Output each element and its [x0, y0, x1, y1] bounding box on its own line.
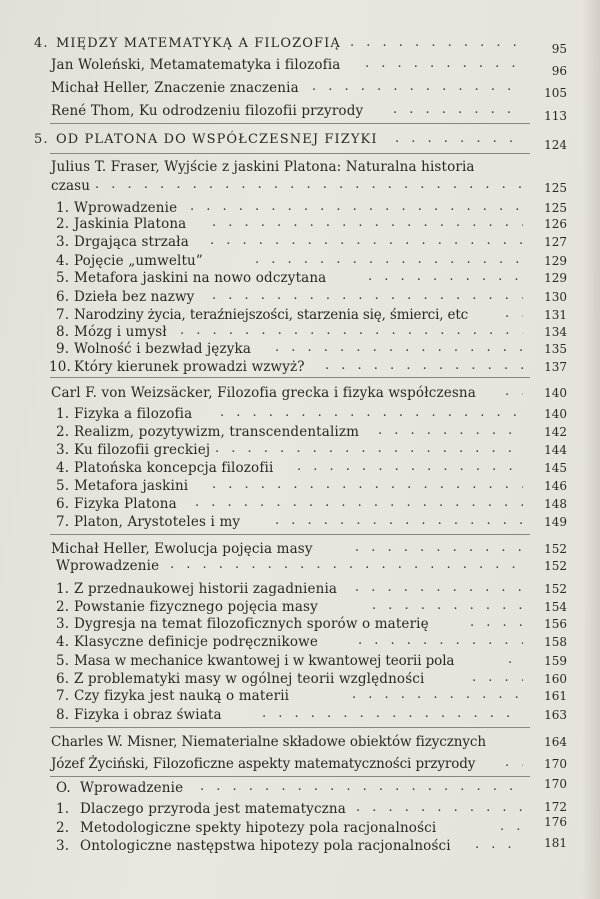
leader-dots [262, 705, 523, 725]
leader-dots [356, 799, 523, 819]
item-title: Wprowadzenie [80, 780, 184, 796]
item-number: 2. [56, 820, 70, 836]
item-title: Realizm, pozytywizm, transcendentalizm [74, 424, 360, 440]
leader-dots [505, 754, 523, 774]
page-number: 170 [544, 757, 567, 771]
page-number: 172 [544, 800, 567, 814]
entry-title: Michał Heller, Znaczenie znaczenia [51, 80, 299, 96]
toc-item [0, 214, 600, 234]
page-number: 161 [544, 689, 567, 703]
article-title-line1: Charles W. Misner, Niematerialne składowe obiektów fizycznych [51, 734, 486, 750]
page-number: 127 [544, 235, 567, 249]
item-title: Narodziny życia, teraźniejszości, starzenia się, śmierci, etc [74, 307, 469, 323]
item-number: O. [56, 780, 71, 796]
article-title-line1: Józef Życiński, Filozoficzne aspekty matematyczności przyrody [51, 756, 476, 772]
article-title [0, 176, 600, 196]
item-title: Czy fizyka jest nauką o materii [74, 688, 290, 704]
leader-dots [378, 422, 523, 442]
item-number: 7. [56, 307, 70, 323]
item-number: 6. [56, 289, 70, 305]
toc-entry [0, 55, 600, 78]
item-number: 4. [56, 460, 70, 476]
page-number: 181 [544, 836, 567, 850]
page-number: 95 [551, 42, 567, 56]
page-number: 113 [544, 109, 567, 123]
item-title: Fizyka a filozofia [74, 406, 193, 422]
item-number: 9. [56, 341, 70, 357]
article-title-line1: Michał Heller, Ewolucja pojęcia masy [51, 541, 313, 557]
page-number: 137 [544, 360, 567, 374]
item-number: 2. [56, 599, 70, 615]
leader-dots [297, 458, 523, 478]
leader-dots [275, 512, 523, 532]
item-number: 6. [56, 671, 70, 687]
divider [50, 153, 530, 154]
item-title: Wolność i bezwład języka [74, 341, 252, 357]
toc-item [0, 799, 600, 819]
toc-item [0, 512, 600, 532]
item-number: 2. [56, 216, 70, 232]
item-number: 1. [56, 801, 70, 817]
section-heading [0, 34, 600, 54]
toc-item [0, 494, 600, 514]
item-number: 1. [56, 406, 70, 422]
item-number: 1. [56, 200, 70, 216]
toc-item [0, 686, 600, 706]
toc-item [0, 268, 600, 288]
page-number: 142 [544, 425, 567, 439]
item-number: 5. [56, 478, 70, 494]
leader-dots [505, 383, 523, 403]
article-title-line2: czasu [51, 178, 91, 194]
page-number: 135 [544, 342, 567, 356]
leader-dots [358, 632, 523, 652]
leader-dots [212, 287, 523, 307]
page-number: 163 [544, 708, 567, 722]
item-title: Metodologiczne spekty hipotezy pola racjonalności [80, 820, 437, 836]
item-title: Fizyka i obraz świata [74, 707, 222, 723]
entry-title: Jan Woleński, Metamatematyka i filozofia [51, 57, 341, 73]
item-title: Fizyka Platona [74, 496, 177, 512]
article-title [0, 157, 600, 177]
page-number: 159 [544, 654, 567, 668]
leader-dots [95, 176, 523, 196]
leader-dots [275, 339, 523, 359]
item-title: Klasyczne definicje podręcznikowe [74, 634, 318, 650]
divider [50, 534, 530, 535]
page-number: 149 [544, 515, 567, 529]
page-number: 140 [544, 407, 567, 421]
item-number: 4. [56, 634, 70, 650]
item-title: Jaskinia Platona [74, 216, 187, 232]
leader-dots [350, 34, 520, 54]
toc-item [0, 632, 600, 652]
page-number: 124 [544, 138, 567, 152]
toc-entry [0, 101, 600, 121]
page-number: 158 [544, 635, 567, 649]
item-title: Masa w mechanice kwantowej i w kwantowej teorii pola [74, 653, 455, 669]
toc-item [0, 556, 600, 576]
leader-dots [212, 214, 523, 234]
toc-item [0, 422, 600, 442]
article-title-line1: Julius T. Fraser, Wyjście z jaskini Platona: Naturalna historia [51, 159, 475, 175]
toc-item [0, 651, 600, 671]
toc-item [0, 232, 600, 252]
item-number: 7. [56, 514, 70, 530]
section-heading [0, 130, 600, 150]
leader-dots [312, 78, 522, 98]
toc-item [0, 287, 600, 307]
page-number: 105 [544, 86, 567, 100]
article-title [0, 383, 600, 403]
entry-title: René Thom, Ku odrodzeniu filozofii przyrody [51, 103, 364, 119]
divider [50, 377, 530, 378]
page-number: 170 [544, 777, 567, 791]
leader-dots [325, 357, 523, 377]
leader-dots [195, 494, 523, 514]
item-title: Metafora jaskini [74, 478, 189, 494]
item-number: 10. [49, 359, 71, 375]
page-number: 146 [544, 479, 567, 493]
page-number: 126 [544, 217, 567, 231]
page-number: 176 [544, 815, 567, 829]
toc-item [0, 339, 600, 359]
item-number: 3. [56, 838, 70, 854]
page-number: 164 [544, 735, 567, 749]
article-title [0, 754, 600, 774]
item-number: 4. [56, 253, 70, 269]
toc-item [0, 357, 600, 377]
page-number: 129 [544, 254, 567, 268]
item-number: 6. [56, 496, 70, 512]
item-number: 2. [56, 424, 70, 440]
page-number: 125 [544, 201, 567, 215]
leader-dots [500, 818, 523, 838]
divider [50, 727, 530, 728]
item-number: 7. [56, 688, 70, 704]
item-title: Drgająca strzała [74, 234, 189, 250]
toc-item [0, 404, 600, 424]
item-number: 8. [56, 324, 70, 340]
toc-item [0, 836, 600, 856]
item-title: Metafora jaskini na nowo odczytana [74, 270, 327, 286]
toc-item [0, 579, 600, 599]
section-number: 5. [34, 132, 49, 147]
item-title: Dygresja na temat filozoficznych sporów o materię [74, 616, 429, 632]
page-number: 129 [544, 271, 567, 285]
page-number: 134 [544, 325, 567, 339]
page-number: 125 [544, 181, 567, 195]
leader-dots [210, 232, 523, 252]
item-number: 3. [56, 442, 70, 458]
toc-item [0, 614, 600, 634]
leader-dots [355, 579, 523, 599]
page-number: 152 [544, 542, 567, 556]
page-number: 145 [544, 461, 567, 475]
toc-item [0, 440, 600, 460]
item-title: Platon, Arystoteles i my [74, 514, 241, 530]
toc-item [0, 705, 600, 725]
leader-dots [395, 130, 525, 150]
leader-dots [475, 836, 523, 856]
article-title [0, 732, 600, 752]
page-number: 144 [544, 443, 567, 457]
item-title: Z problematyki masy w ogólnej teorii względności [74, 671, 425, 687]
page-number: 131 [544, 308, 567, 322]
item-title: Dzieła bez nazwy [74, 289, 195, 305]
divider [50, 123, 530, 124]
page-number: 130 [544, 290, 567, 304]
leader-dots [508, 651, 523, 671]
item-title: Który kierunek prowadzi wzwyż? [74, 359, 305, 375]
page-number: 160 [544, 672, 567, 686]
page-number: 140 [544, 386, 567, 400]
leader-dots [365, 55, 520, 75]
item-title: Platońska koncepcja filozofii [74, 460, 274, 476]
item-number: 5. [56, 270, 70, 286]
toc-item [0, 778, 600, 798]
item-number: 3. [56, 616, 70, 632]
item-title: Powstanie fizycznego pojęcia masy [74, 599, 318, 615]
page-number: 96 [551, 64, 567, 78]
leader-dots [393, 101, 523, 121]
page-number: 154 [544, 600, 567, 614]
item-number: 5. [56, 653, 70, 669]
leader-dots [220, 404, 523, 424]
article-title-line1: Carl F. von Weizsäcker, Filozofia grecka i fizyka współczesna [51, 385, 476, 401]
item-title: Ontologiczne następstwa hipotezy pola racjonalności [80, 838, 451, 854]
item-title: Wprowadzenie [74, 200, 178, 216]
item-title: Ku filozofii greckiej [74, 442, 211, 458]
page-number: 152 [544, 559, 567, 573]
leader-dots [170, 556, 523, 576]
toc-item [0, 458, 600, 478]
leader-dots [212, 476, 523, 496]
item-title: Pojęcie „umweltu” [74, 253, 203, 269]
page-number: 148 [544, 497, 567, 511]
section-title: MIĘDZY MATEMATYKĄ A FILOZOFIĄ [56, 36, 341, 51]
item-title: Z przednaukowej historii zagadnienia [74, 581, 338, 597]
divider [50, 776, 530, 777]
item-number: 1. [56, 581, 70, 597]
item-title: Mózg i umysł [74, 324, 167, 340]
section-number: 4. [34, 36, 49, 51]
toc-item [0, 476, 600, 496]
leader-dots [352, 686, 523, 706]
section-title: OD PLATONA DO WSPÓŁCZESNEJ FIZYKI [56, 132, 378, 147]
leader-dots [215, 440, 523, 460]
item-title: Dlaczego przyroda jest matematyczna [80, 801, 346, 817]
page-number: 152 [544, 582, 567, 596]
leader-dots [368, 268, 523, 288]
item-title: Wprowadzenie [56, 558, 160, 574]
toc-entry [0, 78, 600, 98]
item-number: 8. [56, 707, 70, 723]
item-number: 3. [56, 234, 70, 250]
leader-dots [470, 614, 523, 634]
leader-dots [200, 778, 523, 798]
page-number: 156 [544, 617, 567, 631]
toc-item [0, 815, 600, 838]
